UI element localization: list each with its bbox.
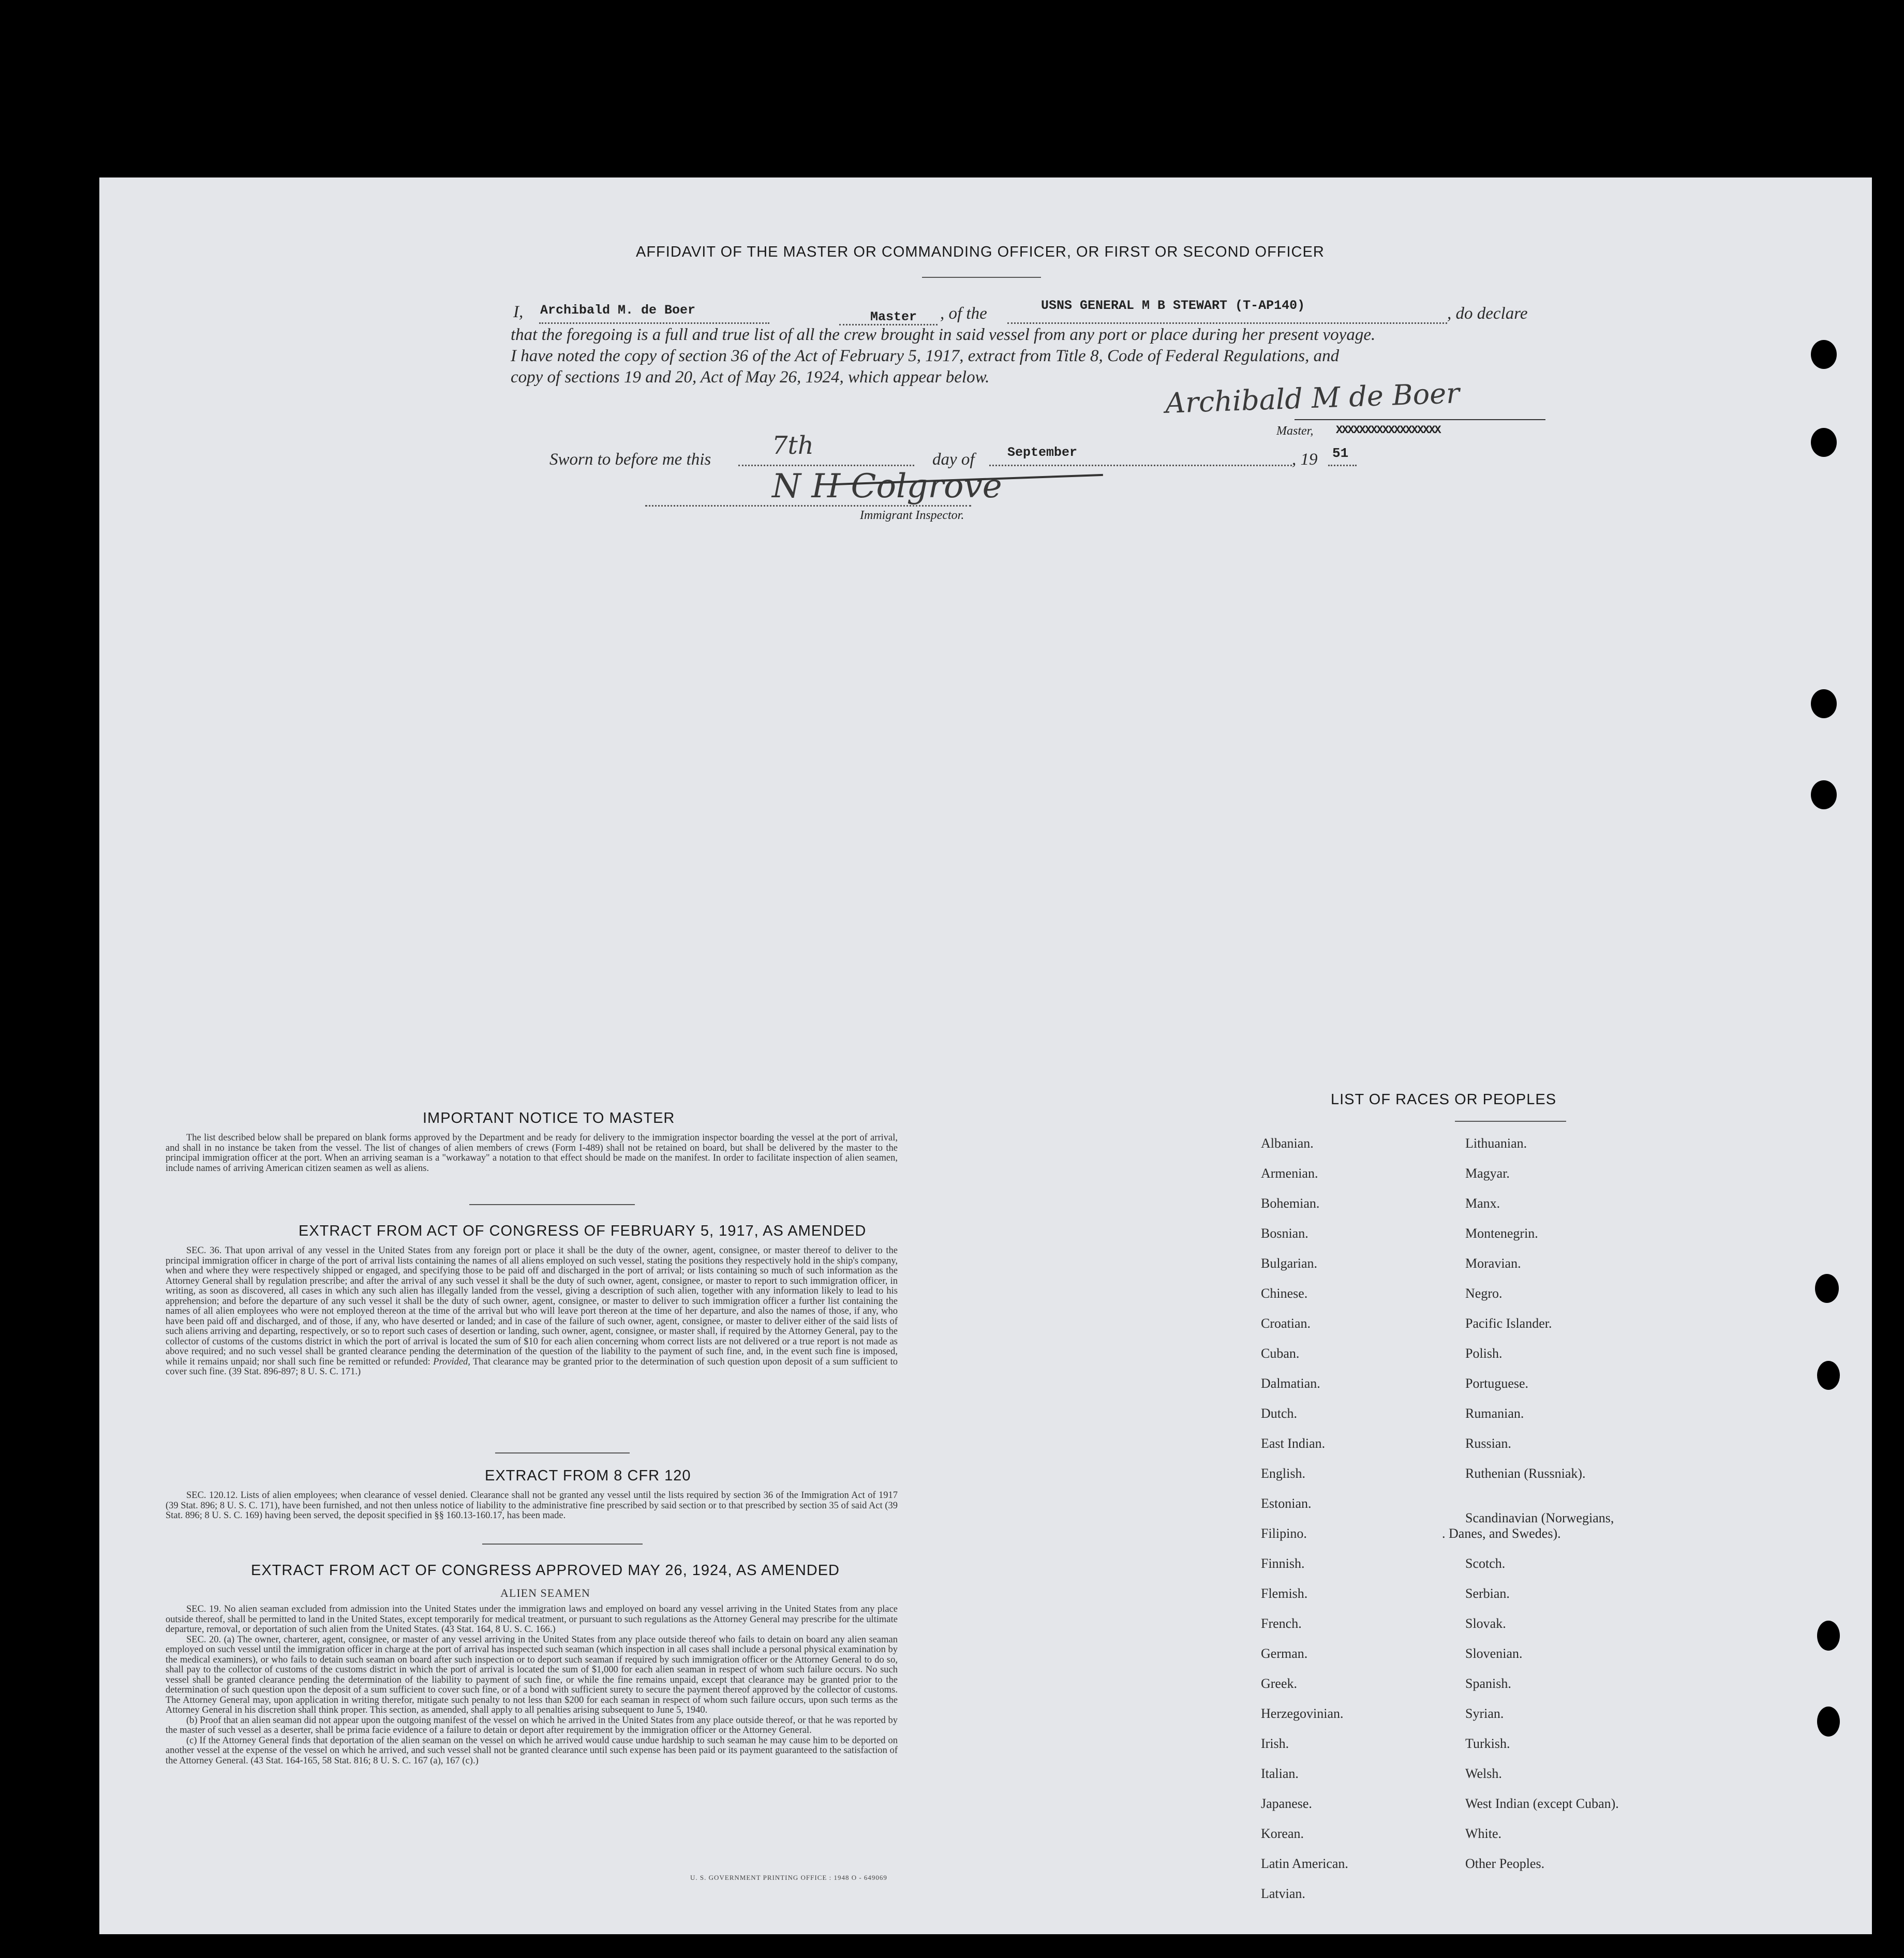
master-signature: Archibald M de Boer xyxy=(1165,377,1460,420)
notice-divider xyxy=(469,1204,635,1205)
race-item: Armenian. xyxy=(1261,1166,1318,1181)
race-item: Montenegrin. xyxy=(1465,1226,1538,1241)
master-strikeout: XXXXXXXXXXXXXXXXXX xyxy=(1336,424,1440,437)
extract-8cfr-title: EXTRACT FROM 8 CFR 120 xyxy=(485,1467,691,1484)
race-item: Rumanian. xyxy=(1465,1406,1524,1421)
extract-1924-body xyxy=(166,1605,898,1766)
race-item: Korean. xyxy=(1261,1826,1304,1841)
extract-1917-body xyxy=(166,1246,898,1377)
punch-hole xyxy=(1817,1361,1840,1390)
race-item: Negro. xyxy=(1465,1286,1503,1301)
race-item: Russian. xyxy=(1465,1436,1511,1451)
master-name-line xyxy=(539,322,769,324)
race-item: Japanese. xyxy=(1261,1796,1312,1811)
race-item: Syrian. xyxy=(1465,1706,1504,1721)
race-item: Filipino. xyxy=(1261,1526,1307,1541)
race-item: Italian. xyxy=(1261,1766,1299,1781)
sworn-year: 51 xyxy=(1332,446,1349,461)
race-item: English. xyxy=(1261,1466,1305,1481)
race-item: Estonian. xyxy=(1261,1496,1312,1511)
sec-36-text xyxy=(166,1246,898,1377)
inspector-caption: Immigrant Inspector. xyxy=(860,509,964,522)
year-prefix: , 19 xyxy=(1292,450,1318,469)
punch-hole xyxy=(1811,428,1837,457)
extract-1917-title: EXTRACT FROM ACT OF CONGRESS OF FEBRUARY 5, 1917, AS AMENDED xyxy=(299,1223,867,1239)
race-item: Ruthenian (Russniak). xyxy=(1465,1466,1586,1481)
race-item: Spanish. xyxy=(1465,1676,1511,1691)
notice-body xyxy=(166,1133,898,1174)
inspector-line xyxy=(645,505,971,507)
sec-36-main: SEC. 36. That upon arrival of any vessel in the United States from any foreign port or place it shall be the duty of the owner, agent, consignee, or master thereof to deliver to the principal immigration officer in charge of the port of arrival lists containing the names of all aliens employed on such vessel, stating the positions they respectively hold in the ship's company, when and where they were respectively shipped or engaged, and specifying those to be paid off and discharged in the port of arrival; or lists containing so much of such information as the Attorney General shall by regulation prescribe; and after the arrival of any such vessel it shall be the duty of such owner, agent, consignee, or master to report to such immigration officer, in writing, as soon as discovered, all cases in which any such alien has illegally landed from the vessel, giving a description of such alien, together with any information likely to lead to his apprehension; and before the departure of any such vessel it shall be the duty of such owner, agent, consignee, or master to deliver to such immigration officer a further list containing the names of all alien employees who were not employed thereon at the time of the arrival but who will leave port thereon at the time of her departure, and also the names of those, if any, who have been paid off and discharged, and of those, if any, who have deserted or landed; and in case of the failure of such owner, agent, consignee, or master to deliver either of the said lists of such aliens arriving and departing, respectively, or so to report such cases of desertion or landing, such owner, agent, consignee, or master shall, if required by the Attorney General, pay to the collector of customs of the customs district in which the port of arrival is located the sum of $10 for each alien concerning whom correct lists are not delivered or a true report is not made as above required; and no such vessel shall be granted clearance pending the determination of the question of the liability to the payment of such fine, and, in the event such fine is imposed, while it remains unpaid; nor shall such fine be remitted or refunded: xyxy=(166,1245,898,1367)
race-item: Lithuanian. xyxy=(1465,1136,1527,1151)
sec-20c-text: (c) If the Attorney General finds that deportation of the alien seaman on the vessel on which he arrived would cause undue hardship to such seaman he may cause him to be deported on another vessel at the expense of the vessel on which he arrived, and such vessel shall not be granted clearance until such expense has been paid or its payment guaranteed to the satisfaction of the Attorney General. (43 Stat. 164-165, 58 Stat. 816; 8 U. S. C. 167 (a), 167 (c).) xyxy=(166,1735,898,1766)
master-rank: Master xyxy=(870,309,917,324)
sworn-text: Sworn to before me this xyxy=(549,450,711,469)
notice-text: The list described below shall be prepared on blank forms approved by the Department and be ready for delivery to the immigration inspector boarding the vessel at the port of arrival, and shall in no instance be taken from the vessel. The list of changes of alien members of crews (Form I-489) shall not be retained on board, but shall be delivered by the master to the principal immigration officer at the port. When an arriving seaman is a "workaway" a notation to that effect should be made on the manifest. In order to facilitate inspection of alien seamen, include names of arriving American citizen seamen as well as aliens. xyxy=(166,1133,898,1174)
race-item: Chinese. xyxy=(1261,1286,1308,1301)
day-of-text: day of xyxy=(932,450,975,469)
affidavit-line-2: that the foregoing is a full and true list of all the crew brought in said vessel from any port or place during her present voyage. xyxy=(511,325,1376,344)
sworn-day: 7th xyxy=(772,431,814,460)
race-item: Turkish. xyxy=(1465,1736,1510,1751)
race-item: Herzegovinian. xyxy=(1261,1706,1344,1721)
race-item: Latvian. xyxy=(1261,1886,1305,1901)
do-declare-text: , do declare xyxy=(1447,304,1528,323)
alien-seamen-subtitle: ALIEN SEAMEN xyxy=(500,1586,590,1599)
race-item: Portuguese. xyxy=(1465,1376,1529,1391)
race-item: Bulgarian. xyxy=(1261,1256,1318,1271)
race-item: . Danes, and Swedes). xyxy=(1442,1526,1561,1541)
race-item: Other Peoples. xyxy=(1465,1856,1545,1871)
race-item: Latin American. xyxy=(1261,1856,1348,1871)
race-item: Scotch. xyxy=(1465,1556,1506,1571)
signature-line xyxy=(1295,419,1545,420)
sworn-month: September xyxy=(1007,445,1078,460)
year-line xyxy=(1328,465,1357,466)
affidavit-title: AFFIDAVIT OF THE MASTER OR COMMANDING OFFICER, OR FIRST OR SECOND OFFICER xyxy=(636,244,1325,260)
race-item: Scandinavian (Norwegians, xyxy=(1465,1510,1614,1525)
race-item: Polish. xyxy=(1465,1346,1503,1361)
race-item: Bosnian. xyxy=(1261,1226,1308,1241)
punch-hole xyxy=(1815,1274,1839,1303)
race-item: Albanian. xyxy=(1261,1136,1314,1151)
affidavit-line-4: copy of sections 19 and 20, Act of May 26, 1924, which appear below. xyxy=(511,368,990,387)
sec-20a-text: SEC. 20. (a) The owner, charterer, agent, consignee, or master of any vessel arriving in the United States from any place outside thereof who fails to detain on board any alien seaman employed on such vessel until the immigration officer in charge at the port of arrival has inspected such seaman (which inspection in all cases shall include a personal physical examination by the medical examiners), or who fails to detain such seaman on board after such inspection or to deport such seaman if required by such immigration officer or the Attorney General to do so, shall pay to the collector of customs of the customs district in which the port of arrival is located the sum of $1,000 for each alien seaman in respect of whom such failure occurs. No such vessel shall be granted clearance pending the determination of the liability to payment of such fine, or while the fine remains unpaid, except that clearance may be granted prior to the determination of such question upon the deposit of a sum sufficient to cover such fine, or of a bond with sufficient surety to secure the payment thereof approved by the collector of customs. The Attorney General may, upon application in writing therefor, mitigate such penalty to not less than $200 for each seaman in respect of whom such failure occurs, upon such terms as the Attorney General in his discretion shall think proper. This section, as amended, shall apply to all penalties arising subsequent to June 5, 1940. xyxy=(166,1634,898,1715)
vessel-name: USNS GENERAL M B STEWART (T-AP140) xyxy=(1041,298,1305,313)
affidavit-i: I, xyxy=(513,303,524,321)
punch-hole xyxy=(1817,1621,1840,1651)
race-item: Manx. xyxy=(1465,1196,1500,1211)
race-item: White. xyxy=(1465,1826,1502,1841)
master-name: Archibald M. de Boer xyxy=(540,303,696,318)
printing-office-imprint: U. S. GOVERNMENT PRINTING OFFICE : 1948 O - 649069 xyxy=(690,1874,887,1881)
punch-hole xyxy=(1811,689,1837,718)
sec-20b-text: (b) Proof that an alien seaman did not appear upon the outgoing manifest of the vessel on which he arrived in the United States from any place outside thereof, or that he was reported by the master of such vessel as a deserter, shall be prima facie evidence of a failure to detain or deport after requirement by the immigration officer or the Attorney General. xyxy=(166,1715,898,1736)
extract-8cfr-divider xyxy=(482,1544,643,1545)
race-item: Cuban. xyxy=(1261,1346,1300,1361)
extract-1917-divider xyxy=(495,1452,630,1453)
race-item: Serbian. xyxy=(1465,1586,1510,1601)
race-item: Slovenian. xyxy=(1465,1646,1523,1661)
sec-36-end: That clearance may be granted prior to the determination of such question upon deposit of a sum sufficient to cover such fine. (39 Stat. 896-897; 8 U. S. C. 171.) xyxy=(166,1356,898,1377)
extract-8cfr-body xyxy=(166,1491,898,1521)
title-divider xyxy=(922,277,1041,278)
race-item: Moravian. xyxy=(1465,1256,1521,1271)
of-the-text: , of the xyxy=(940,304,987,323)
document-page xyxy=(99,177,1872,1934)
race-item: Croatian. xyxy=(1261,1316,1311,1331)
punch-hole xyxy=(1817,1707,1840,1737)
race-item: Magyar. xyxy=(1465,1166,1510,1181)
races-divider xyxy=(1455,1121,1566,1122)
vessel-line xyxy=(1007,322,1447,324)
race-item: Slovak. xyxy=(1465,1616,1506,1631)
sec-120-text: SEC. 120.12. Lists of alien employees; when clearance of vessel denied. Clearance shall not be granted any vessel until the lists required by section 36 of the Immigration Act of 1917 (39 Stat. 896; 8 U. S. C. 171), have been furnished, and not then unless notice of liability to the administrative fine prescribed by said section or to that prescribed by section 35 of said Act (39 Stat. 896; 8 U. S. C. 169) having been served, the deposit specified in §§ 160.13-160.17, has been made. xyxy=(166,1490,898,1521)
race-item: Dutch. xyxy=(1261,1406,1298,1421)
sec-19-text: SEC. 19. No alien seaman excluded from admission into the United States under the immigration laws and employed on board any vessel arriving in the United States from any place outside thereof, shall be permitted to land in the United States, except temporarily for medical treatment, or pursuant to such regulations as the Attorney General may prescribe for the ultimate departure, removal, or deportation of such alien from the United States. (43 Stat. 164, 8 U. S. C. 166.) xyxy=(166,1604,898,1635)
punch-hole xyxy=(1811,340,1837,369)
race-item: German. xyxy=(1261,1646,1308,1661)
race-item: Welsh. xyxy=(1465,1766,1502,1781)
race-item: Greek. xyxy=(1261,1676,1298,1691)
race-item: French. xyxy=(1261,1616,1302,1631)
race-item: West Indian (except Cuban). xyxy=(1465,1796,1619,1811)
month-line xyxy=(989,465,1292,466)
race-item: Flemish. xyxy=(1261,1586,1308,1601)
race-item: Irish. xyxy=(1261,1736,1289,1751)
race-item: Dalmatian. xyxy=(1261,1376,1320,1391)
proviso-word: Provided, xyxy=(433,1356,470,1367)
master-caption: Master, xyxy=(1276,424,1314,438)
race-item: Pacific Islander. xyxy=(1465,1316,1552,1331)
race-item: East Indian. xyxy=(1261,1436,1326,1451)
affidavit-line-3: I have noted the copy of section 36 of the Act of February 5, 1917, extract from Title 8, Code of Federal Regulations, and xyxy=(511,347,1340,365)
day-line xyxy=(738,465,914,466)
extract-1924-title: EXTRACT FROM ACT OF CONGRESS APPROVED MAY 26, 1924, AS AMENDED xyxy=(251,1562,840,1579)
punch-hole xyxy=(1811,780,1837,809)
race-item: Bohemian. xyxy=(1261,1196,1320,1211)
race-item: Finnish. xyxy=(1261,1556,1305,1571)
inspector-signature: N H Colgrove xyxy=(772,467,1002,506)
races-title: LIST OF RACES OR PEOPLES xyxy=(1331,1091,1557,1108)
notice-title: IMPORTANT NOTICE TO MASTER xyxy=(423,1110,675,1126)
